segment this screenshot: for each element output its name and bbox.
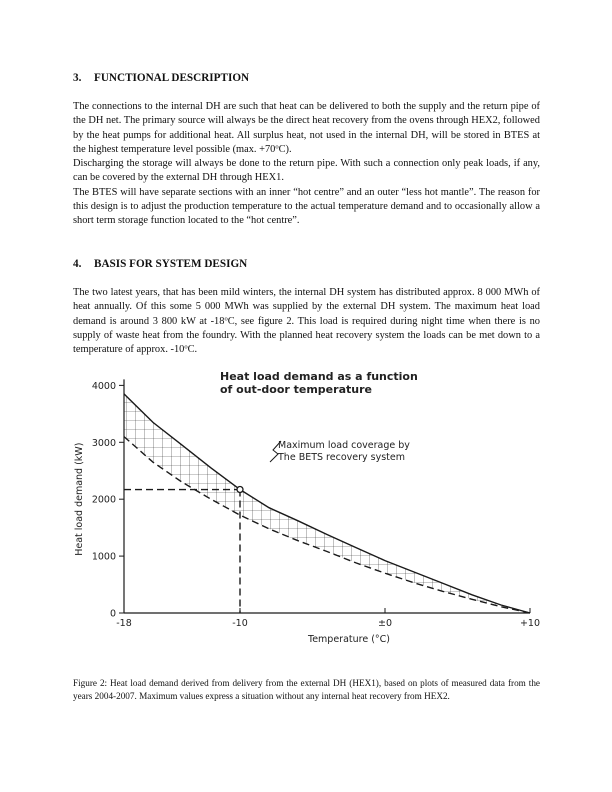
section-4-title: BASIS FOR SYSTEM DESIGN <box>94 258 248 270</box>
section-4-paragraph-1: The two latest years, that has been mild winters, the internal DH system has distributed approx. 8 000 MWh of heat annually. Of this some 5 000 MWh was supplied by the external DH system. The maximum heat load demand is around 3 800 kW at -18$^o$C, see figure 2. This load is required during night time when there is no supply of waste heat from the foundry. With the planned heat recovery system the loads can be met down to a temperature of approx. -10$^o$C. <box>73 287 540 356</box>
section-4-number: 4. <box>73 258 82 270</box>
section-3-paragraph-1: The connections to the internal DH are such that heat can be delivered to both the supply and the return pipe of the DH net. The primary source will always be the direct heat recovery from the ovens through HEX2, followed by the heat pumps for additional heat. All surplus heat, not used in the internal DH, will be stored in BTES at the highest temperature level possible (max. $+70^oC$). <box>73 101 540 155</box>
y-tick-label-4000: 4000 <box>91 380 116 392</box>
section-3-title: FUNCTIONAL DESCRIPTION <box>94 72 250 84</box>
y-tick-label-3000: 3000 <box>91 437 116 449</box>
x-tick-label-0: ±0 <box>377 618 393 629</box>
x-tick-label--10: -10 <box>232 618 248 629</box>
chart-plot-area <box>74 370 540 645</box>
y-tick-label-0: 0 <box>109 608 116 620</box>
chart-title-line-2: of out-door temperature <box>220 383 372 396</box>
chart-title-line-1: Heat load demand as a function <box>220 370 418 383</box>
max-load-marker <box>237 487 243 493</box>
annotation-line-1: Maximum load coverage by <box>278 440 410 451</box>
y-tick-label-1000: 1000 <box>91 551 116 563</box>
section-3-body <box>73 100 540 229</box>
section-3-paragraph-3: The BTES will have separate sections with an inner “hot centre” and an outer “less hot mantle”. The reason for this design is to adjust the production temperature to the actual temperature demand and to occasionally allow a short term storage function located to the “hot centre”. <box>73 186 540 227</box>
x-tick-label--18: -18 <box>116 618 132 629</box>
series-max-load-line <box>124 394 530 613</box>
section-4-heading <box>73 258 247 270</box>
x-axis-label: Temperature (°C) <box>308 634 390 645</box>
hatched-region <box>124 394 530 613</box>
x-tick-label-10: +10 <box>519 618 541 629</box>
figure-caption: Figure 2: Heat load demand derived from delivery from the external DH (HEX1), based on plots of measured data from the years 2004-2007. Maximum values express a situation without any internal heat recovery from HEX2. <box>73 678 540 701</box>
section-3-paragraph-2: Discharging the storage will always be done to the return pipe. With such a connection only peak loads, if any, can be covered by the external DH through HEX1. <box>73 158 540 184</box>
heat-load-chart <box>72 366 544 648</box>
y-axis-label: Heat load demand (kW) <box>74 442 85 556</box>
annotation-line-2: The BETS recovery system <box>278 452 405 463</box>
y-tick-label-2000: 2000 <box>91 494 116 506</box>
section-3-heading <box>73 72 249 84</box>
section-4-body <box>73 286 540 357</box>
section-3-number: 3. <box>73 72 82 84</box>
